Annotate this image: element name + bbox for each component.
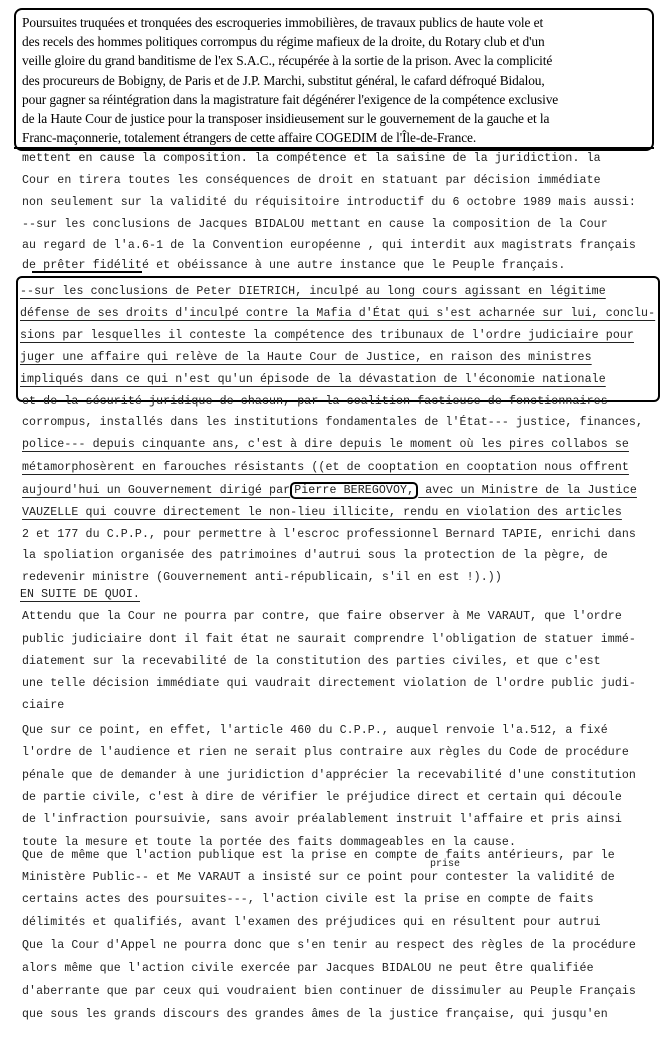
summary-box xyxy=(14,8,654,151)
body-line: sions par lesquelles il conteste la compétence des tribunaux de l'ordre judiciaire pour xyxy=(20,329,634,342)
summary-line: veille gloire du grand banditisme de l'ex S.A.C., récupérée à la sortie de la prison. Avec la complicité xyxy=(22,53,553,69)
body-line: de prêter fidélité et obéissance à une autre instance que le Peuple français. xyxy=(22,259,566,272)
summary-line: Franc-maçonnerie, totalement étrangers de cette affaire COGEDIM de l'Île-de-France. xyxy=(22,130,477,146)
body-line: redevenir ministre (Gouvernement anti-républicain, s'il en est !).)) xyxy=(22,571,502,584)
summary-line: de la Haute Cour de justice pour la transposer insidieusement sur le gouvernement de la gauche et la xyxy=(22,111,550,127)
body-line: de partie civile, c'est à dire de vérifier le préjudice direct et certain qui découle xyxy=(22,791,622,804)
body-line: de l'infraction poursuivie, sans avoir préalablement instruit l'affaire et pris ainsi xyxy=(22,813,622,826)
body-line: alors même que l'action civile exercée par Jacques BIDALOU ne peut être qualifiée xyxy=(22,962,594,975)
body-line: Cour en tirera toutes les conséquences de droit en statuant par décision immédiate xyxy=(22,174,601,187)
body-line: délimités et qualifiés, avant l'examen des préjudices qui en résultent pour autrui xyxy=(22,916,601,929)
body-line: juger une affaire qui relève de la Haute Cour de Justice, en raison des ministres xyxy=(20,351,592,364)
body-line: --sur les conclusions de Peter DIETRICH, inculpé au long cours agissant en légitime xyxy=(20,285,606,298)
body-line: toute la mesure et toute la portée des faits dommageables en la cause. xyxy=(22,836,517,849)
body-line: mettent en cause la composition. la compétence et la saisine de la juridiction. la xyxy=(22,152,601,165)
summary-line: pour gagner sa réintégration dans la magistrature fait dégénérer l'exigence de la compétence exclusive xyxy=(22,91,559,107)
body-line: non seulement sur la validité du réquisitoire introductif du 6 octobre 1989 mais aussi: xyxy=(22,196,636,209)
summary-line: Poursuites truquées et tronquées des escroqueries immobilières, de travaux publics de haute vole et xyxy=(22,15,544,30)
line-text: avec un Ministre de la Justice xyxy=(418,484,637,497)
body-line: --sur les conclusions de Jacques BIDALOU mettant en cause la composition de la Cour xyxy=(22,218,608,231)
body-line-government xyxy=(22,484,637,497)
body-line: métamorphosèrent en farouches résistants ((et de cooptation en cooptation nous offrent xyxy=(22,461,629,474)
body-line: une telle décision immédiate qui vaudrait directement violation de l'ordre public judi- xyxy=(22,677,636,690)
body-line: Ministère Public-- et Me VARAUT a insisté sur ce point pour contester la validité de xyxy=(22,871,615,884)
body-line: diatement sur la recevabilité de la constitution des parties civiles, et que c'est xyxy=(22,655,601,668)
body-line: corrompus, installés dans les institutions fondamentales de l'État--- justice, finances, xyxy=(22,416,644,429)
body-line: Que sur ce point, en effet, l'article 460 du C.P.P., auquel renvoie l'a.512, a fixé xyxy=(22,724,608,737)
body-line: que sous les grands discours des grandes âmes de la justice française, qui jusqu'en xyxy=(22,1008,608,1021)
body-line: Que de même que l'action publique est la prise en compte de faits antérieurs, par le xyxy=(22,849,615,862)
body-line: l'ordre de l'audience et rien ne serait plus contraire aux règles du Code de procédure xyxy=(22,746,629,759)
summary-line: des recels des hommes politiques corrompus du régime mafieux de la droite, du Rotary club et d'un xyxy=(22,34,545,50)
section-heading: EN SUITE DE QUOI. xyxy=(20,588,140,601)
body-line: pénale que de demander à une juridiction d'apprécier la recevabilité d'une constitution xyxy=(22,769,636,782)
body-line: VAUZELLE qui couvre directement le non-lieu illicite, rendu en violation des articles xyxy=(22,506,622,519)
body-line: la spoliation organisée des patrimoines d'autrui sous la protection de la pègre, de xyxy=(22,549,608,562)
body-line: police--- depuis cinquante ans, c'est à dire depuis le moment où les pires collabos se xyxy=(22,438,629,451)
body-line: défense de ses droits d'inculpé contre la Mafia d'État qui s'est acharnée sur lui, conclu- xyxy=(20,307,656,320)
body-line: impliqués dans ce qui n'est qu'un épisode de la dévastation de l'économie nationale xyxy=(20,373,606,386)
body-line: ciaire xyxy=(22,699,65,712)
body-line: et de la sécurité juridique de chacun, par la coalition factieuse de fonctionnaires xyxy=(22,395,608,408)
body-line: certains actes des poursuites---, l'action civile est la prise en compte de faits xyxy=(22,893,594,906)
divider xyxy=(14,147,654,149)
circled-name: Pierre BEREGOVOY, xyxy=(290,482,418,499)
body-line: public judiciaire dont il fait état ne saurait comprendre l'obligation de statuer immé- xyxy=(22,633,636,646)
body-line: au regard de l'a.6-1 de la Convention européenne , qui interdit aux magistrats français xyxy=(22,239,636,252)
body-line: Que la Cour d'Appel ne pourra donc que s'en tenir au respect des règles de la procédure xyxy=(22,939,636,952)
body-line: Attendu que la Cour ne pourra par contre, que faire observer à Me VARAUT, que l'ordre xyxy=(22,610,622,623)
handwritten-correction: prise xyxy=(430,859,461,870)
body-line: 2 et 177 du C.P.P., pour permettre à l'escroc professionnel Bernard TAPIE, enrichi dans xyxy=(22,528,636,541)
summary-line: des procureurs de Bobigny, de Paris et de J.P. Marchi, substitut général, le cafard défroqué Bidalou, xyxy=(22,72,545,88)
line-text: aujourd'hui un Gouvernement dirigé par xyxy=(22,484,291,497)
body-line: d'aberrante que par ceux qui voudraient bien continuer de dissimuler au Peuple Français xyxy=(22,985,636,998)
